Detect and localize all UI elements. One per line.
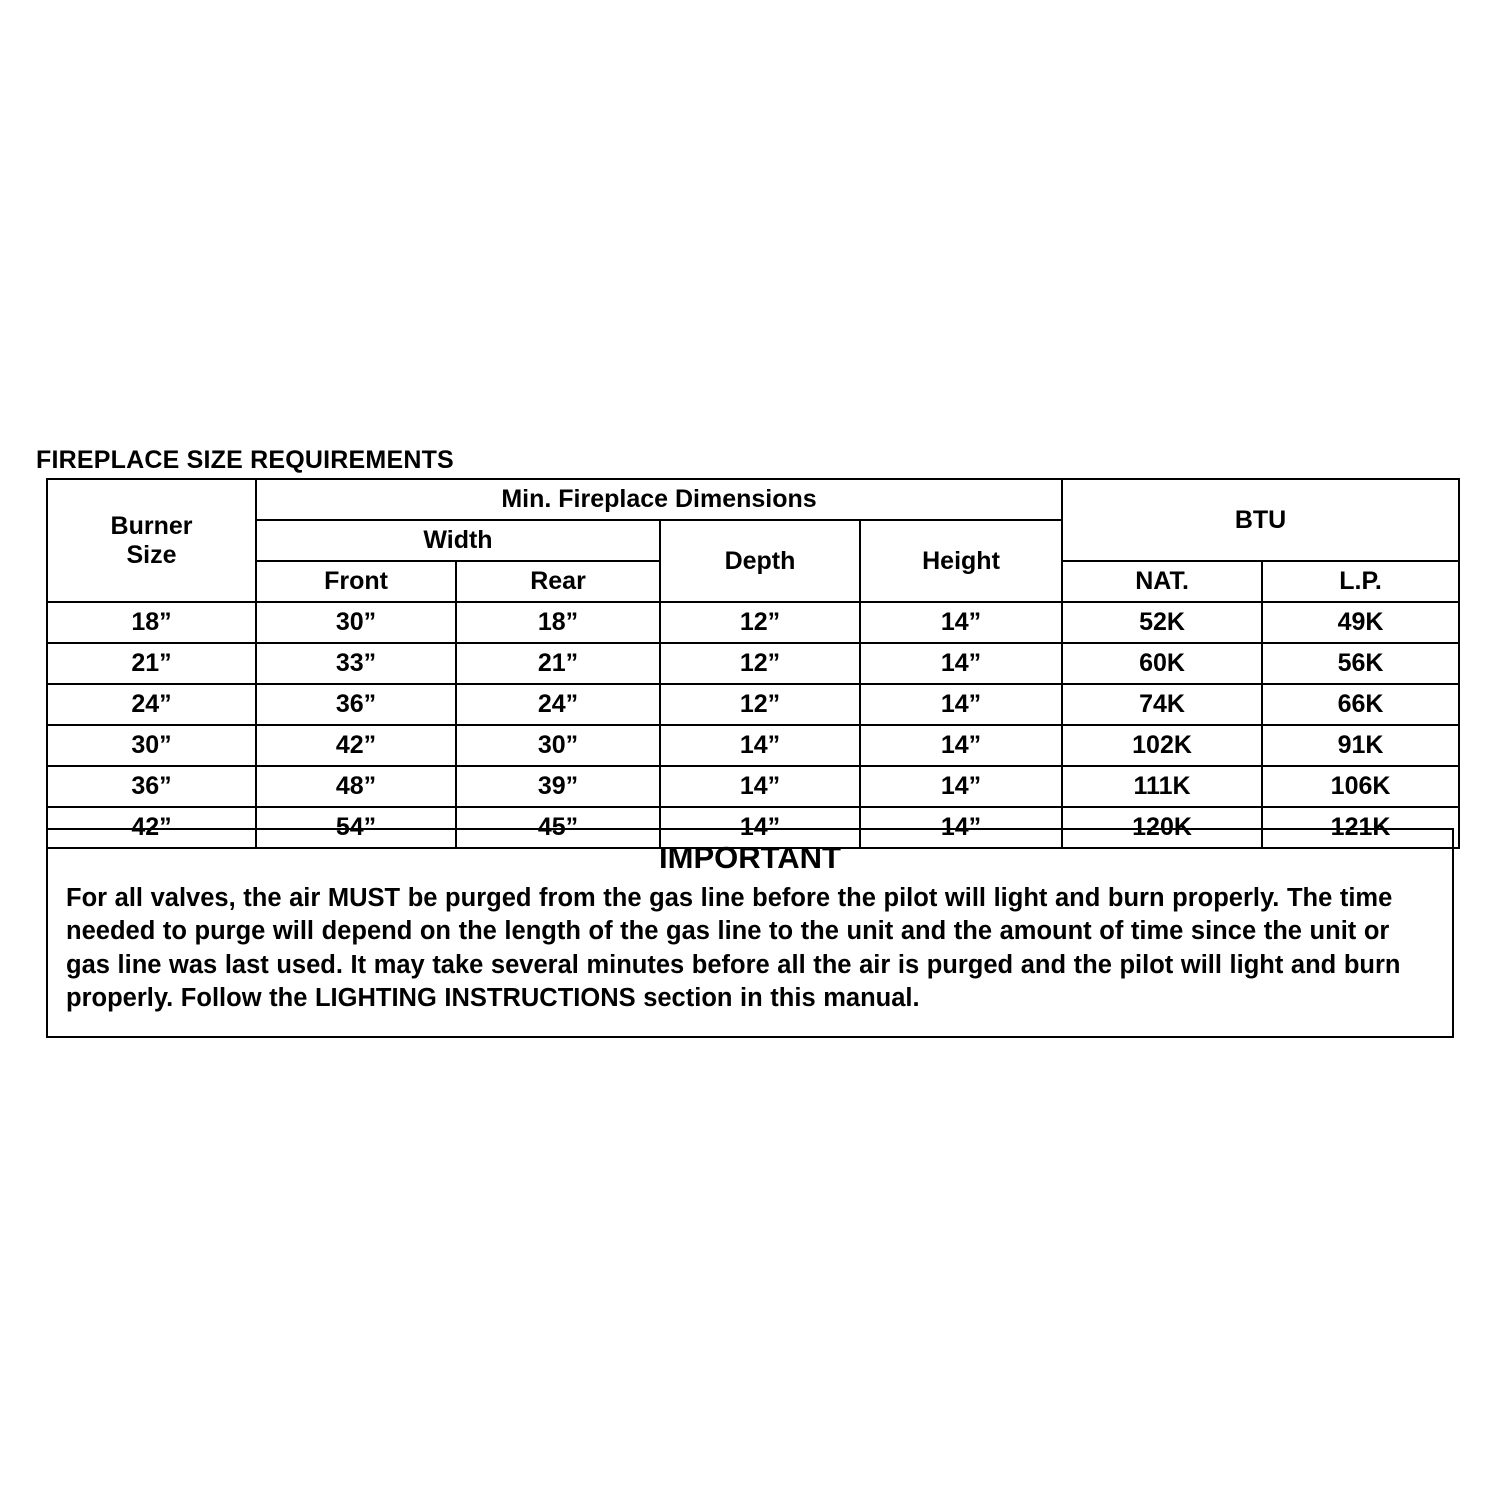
table-row	[47, 684, 1459, 725]
cell-width-front: 42”	[256, 725, 456, 766]
cell-width-front: 33”	[256, 643, 456, 684]
cell-burner-size: 21”	[47, 643, 256, 684]
header-height: Height	[860, 520, 1062, 602]
important-notice-box	[46, 828, 1454, 1038]
cell-height: 14”	[860, 807, 1062, 848]
cell-btu-lp: 56K	[1262, 643, 1459, 684]
cell-width-front: 48”	[256, 766, 456, 807]
cell-height: 14”	[860, 643, 1062, 684]
cell-btu-nat: 60K	[1062, 643, 1262, 684]
important-title: IMPORTANT	[659, 840, 841, 875]
header-depth: Depth	[660, 520, 860, 602]
cell-burner-size: 36”	[47, 766, 256, 807]
cell-burner-size: 24”	[47, 684, 256, 725]
header-min-fireplace-dimensions: Min. Fireplace Dimensions	[256, 479, 1062, 520]
table-row	[47, 725, 1459, 766]
cell-depth: 14”	[660, 766, 860, 807]
cell-depth: 14”	[660, 807, 860, 848]
header-btu-nat: NAT.	[1062, 561, 1262, 602]
cell-btu-lp: 121K	[1262, 807, 1459, 848]
header-btu-lp: L.P.	[1262, 561, 1459, 602]
cell-btu-nat: 52K	[1062, 602, 1262, 643]
header-burner-size	[47, 479, 256, 602]
cell-btu-lp: 106K	[1262, 766, 1459, 807]
cell-btu-nat: 111K	[1062, 766, 1262, 807]
cell-width-front: 54”	[256, 807, 456, 848]
header-width: Width	[256, 520, 660, 561]
cell-depth: 12”	[660, 684, 860, 725]
cell-width-rear: 45”	[456, 807, 660, 848]
cell-btu-lp: 91K	[1262, 725, 1459, 766]
cell-btu-lp: 49K	[1262, 602, 1459, 643]
cell-width-rear: 30”	[456, 725, 660, 766]
cell-width-front: 30”	[256, 602, 456, 643]
table-row	[47, 643, 1459, 684]
cell-width-rear: 24”	[456, 684, 660, 725]
cell-height: 14”	[860, 602, 1062, 643]
header-width-rear: Rear	[456, 561, 660, 602]
cell-depth: 14”	[660, 725, 860, 766]
cell-burner-size: 42”	[47, 807, 256, 848]
page-title: FIREPLACE SIZE REQUIREMENTS	[36, 446, 454, 474]
table-header-row-1	[47, 479, 1459, 520]
header-burner-line2: Size	[126, 540, 177, 569]
cell-height: 14”	[860, 684, 1062, 725]
cell-burner-size: 18”	[47, 602, 256, 643]
fireplace-size-table	[46, 478, 1460, 849]
cell-btu-nat: 120K	[1062, 807, 1262, 848]
important-body-text: For all valves, the air MUST be purged from the gas line before the pilot will light and burn properly. The time needed to purge will depend on the length of the gas line to the unit and the amount of time since the unit or gas line was last used. It may take several minutes before all the air is purged and the pilot will light and burn properly. Follow the LIGHTING INSTRUCTIONS section in this manual.	[66, 884, 1401, 1013]
header-btu: BTU	[1062, 479, 1459, 561]
cell-btu-lp: 66K	[1262, 684, 1459, 725]
header-width-front: Front	[256, 561, 456, 602]
cell-depth: 12”	[660, 643, 860, 684]
cell-depth: 12”	[660, 602, 860, 643]
cell-width-rear: 39”	[456, 766, 660, 807]
table-row	[47, 766, 1459, 807]
cell-width-rear: 18”	[456, 602, 660, 643]
cell-btu-nat: 102K	[1062, 725, 1262, 766]
cell-burner-size: 30”	[47, 725, 256, 766]
fireplace-size-table-container	[46, 478, 1458, 849]
table-row	[47, 602, 1459, 643]
cell-height: 14”	[860, 766, 1062, 807]
cell-btu-nat: 74K	[1062, 684, 1262, 725]
cell-height: 14”	[860, 725, 1062, 766]
cell-width-rear: 21”	[456, 643, 660, 684]
cell-width-front: 36”	[256, 684, 456, 725]
header-burner-line1: Burner	[110, 511, 193, 540]
